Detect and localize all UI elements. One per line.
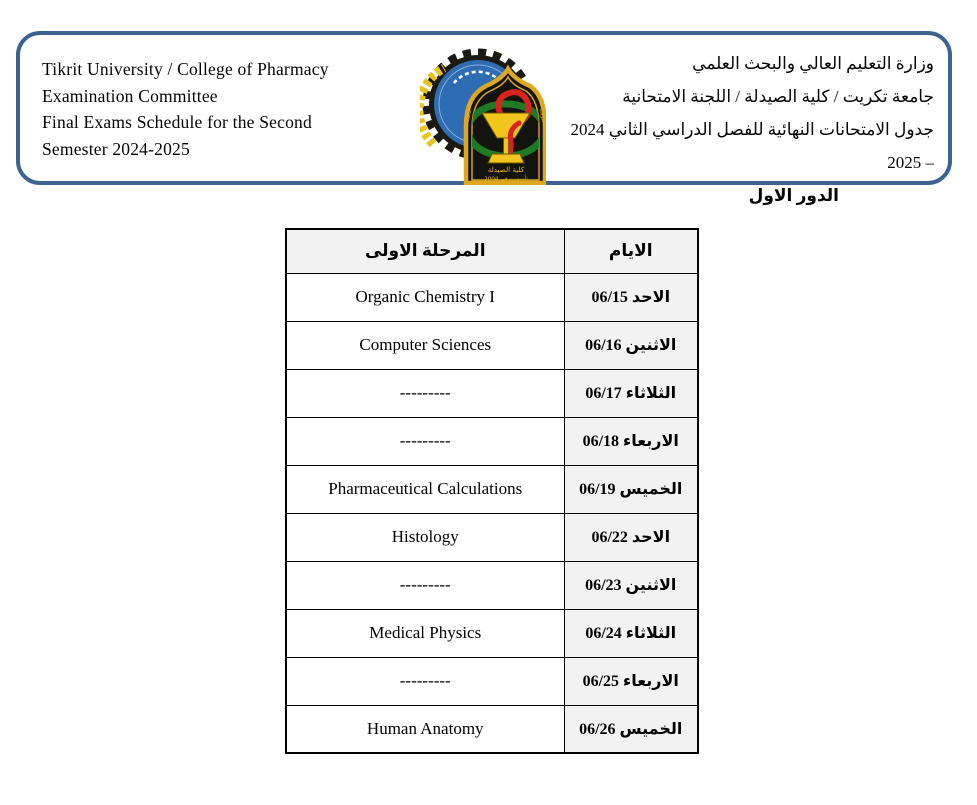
day-cell [564,513,698,561]
header-english-line: Final Exams Schedule for the Second [42,112,312,132]
subject-name: Medical Physics [369,623,482,642]
exam-day-date: الاحد 06/22 [591,529,671,546]
table-row [286,705,698,753]
table-row [286,417,698,465]
exam-day-date: الاربعاء 06/18 [582,433,679,450]
header-arabic-block [560,47,934,212]
subject-name: --------- [399,383,451,402]
column-header-stage-label: المرحلة الاولى [364,241,486,261]
subject-cell [286,417,564,465]
column-header-days [564,229,698,273]
exam-day-date: الثلاثاء 06/24 [585,625,677,642]
table-row [286,273,698,321]
table-row [286,657,698,705]
subject-name: --------- [399,431,451,450]
day-cell [564,273,698,321]
subject-name: Pharmaceutical Calculations [328,479,523,498]
exam-schedule-table [285,228,699,754]
university-logo [420,44,546,185]
subject-cell [286,465,564,513]
header-arabic-line-round: الدور الاول [748,186,839,205]
subject-name: Human Anatomy [366,718,484,738]
subject-cell [286,369,564,417]
logo-caption-college: كلية الصيدلة [487,165,525,174]
subject-name: --------- [399,671,451,690]
subject-cell [286,273,564,321]
day-cell [564,465,698,513]
subject-name: --------- [399,575,451,594]
day-cell [564,609,698,657]
exam-day-date: الاثنين 06/16 [585,337,677,354]
header-english-line: Tikrit University / College of Pharmacy [42,59,329,79]
subject-name: Computer Sciences [359,335,492,354]
subject-cell [286,561,564,609]
logo-side-label-right: تكريت [537,108,546,124]
column-header-days-label: الايام [608,241,653,261]
subject-cell [286,321,564,369]
table-header-row [286,229,698,273]
header-arabic-line-ministry: وزارة التعليم العالي والبحث العلمي [692,54,934,73]
logo-side-label-left: جامعة [464,108,474,124]
logo-caption-founded: تأسست في 2004 [484,176,528,183]
exam-table-body [286,273,698,753]
exam-day-date: الخميس 06/26 [579,720,683,738]
subject-cell [286,657,564,705]
exam-day-date: الاثنين 06/23 [585,577,677,594]
header-english-line: Examination Committee [42,85,218,106]
table-row [286,561,698,609]
day-cell [564,561,698,609]
day-cell [564,657,698,705]
table-row [286,513,698,561]
header-english-block [42,56,329,162]
header-arabic-line-schedule: جدول الامتحانات النهائية للفصل الدراسي الثاني 2024 – 2025 [570,120,934,172]
table-row [286,321,698,369]
exam-day-date: الاحد 06/15 [591,289,671,306]
table-row [286,465,698,513]
day-cell [564,417,698,465]
day-cell [564,321,698,369]
column-header-stage [286,229,564,273]
subject-name: Histology [391,527,459,546]
subject-cell [286,705,564,753]
subject-cell [286,609,564,657]
exam-day-date: الاربعاء 06/25 [582,673,679,690]
table-row [286,369,698,417]
header-arabic-line-university: جامعة تكريت / كلية الصيدلة / اللجنة الامتحانية [622,87,934,106]
university-logo-graphic [420,44,546,185]
table-row [286,609,698,657]
header-banner [16,31,952,205]
subject-name: Organic Chemistry I [355,287,495,306]
subject-cell [286,513,564,561]
day-cell [564,369,698,417]
day-cell [564,705,698,753]
exam-day-date: الثلاثاء 06/17 [585,385,677,402]
exam-day-date: الخميس 06/19 [579,481,683,498]
header-english-line: Semester 2024-2025 [42,138,190,159]
